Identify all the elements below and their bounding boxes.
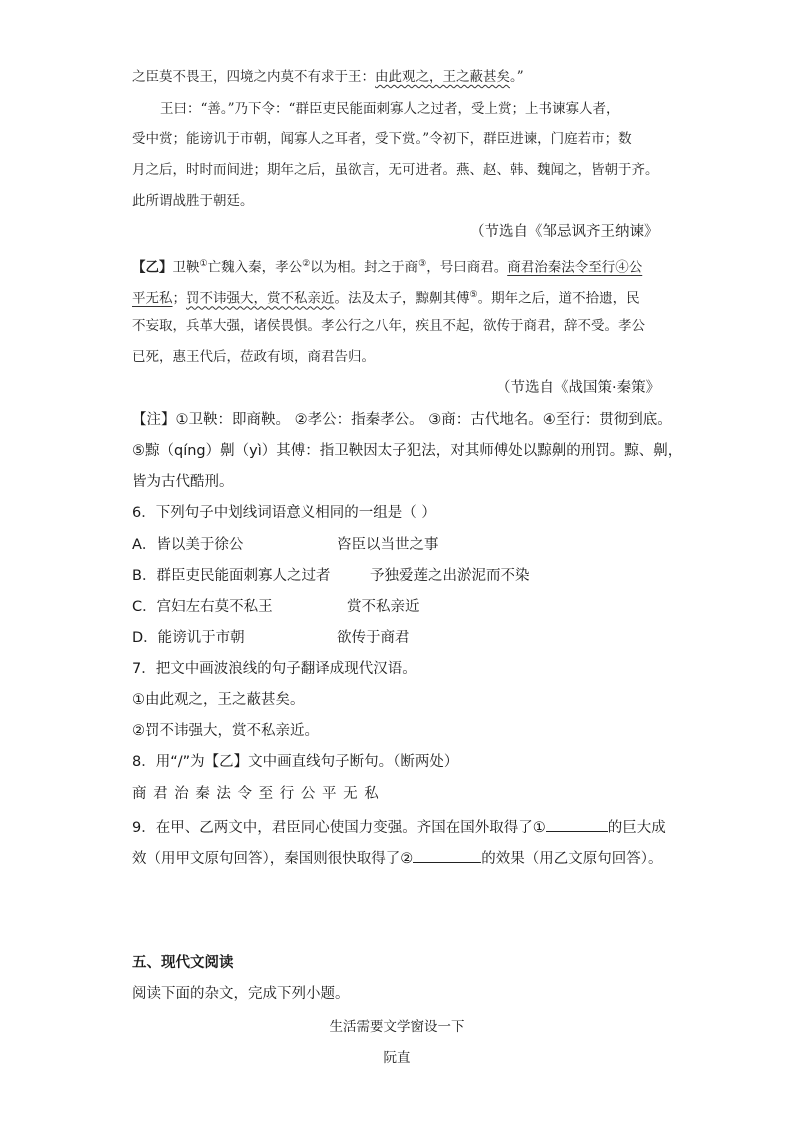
- passage-a-line-1: 之臣莫不畏王，四境之内莫不有求于王：由此观之，王之蔽甚矣。”: [132, 69, 524, 85]
- q6-stem: 6．下列句子中划线词语意义相同的一组是（ ）: [132, 505, 436, 521]
- straight-underlined-sentence: 商君治秦法令至行④公: [507, 259, 643, 276]
- answer-blank-1[interactable]: [546, 815, 608, 832]
- answer-blank-2[interactable]: [413, 846, 481, 863]
- q9-line-1: 9．在甲、乙两文中，君臣同心使国力变强。齐国在国外取得了① 的巨大成: [132, 815, 666, 838]
- article-author: 阮直: [383, 1050, 411, 1066]
- passage-b-source: （节选自《战国策·秦策》: [496, 380, 661, 396]
- q8-characters: 商 君 治 秦 法 令 至 行 公 平 无 私: [132, 786, 380, 802]
- passage-a-line-2: 王曰：“善。”乃下令：“群臣吏民能面刺寡人之过者，受上赏；上书谏寡人者，: [160, 101, 620, 117]
- wavy-underlined-sentence-2: 罚不讳强大，赏不私亲近: [186, 290, 335, 307]
- section-heading: 五、现代文阅读: [132, 955, 234, 971]
- passage-a-line-4: 月之后，时时而间进；期年之后，虽欲言，无可进者。燕、赵、韩、魏闻之，皆朝于齐。: [132, 162, 659, 178]
- passage-a-source: （节选自《邹忌讽齐王纳谏》: [470, 224, 659, 240]
- q6-option-b-right: 予独爱莲之出淤泥而不染: [370, 568, 530, 584]
- notes-line-3: 皆为古代酷刑。: [132, 474, 234, 490]
- article-title: 生活需要文学窗设一下: [329, 1019, 465, 1035]
- passage-a-line-3: 受中赏；能谤讥于市朝，闻寡人之耳者，受下赏。”令初下，群臣进谏，门庭若市；数: [132, 131, 632, 147]
- q7-stem: 7．把文中画波浪线的句子翻译成现代汉语。: [132, 661, 417, 677]
- wavy-underlined-sentence: 由此观之，王之蔽甚矣: [375, 69, 510, 85]
- q6-option-a-right: 咨臣以当世之事: [337, 537, 439, 553]
- notes-line-1: 【注】①卫鞅：即商鞅。 ②孝公：指秦孝公。 ③商：古代地名。④至行：贯彻到底。: [132, 412, 672, 428]
- q6-option-d: D．能谤讥于市朝: [132, 630, 245, 646]
- q7-sentence-1: ①由此观之，王之蔽甚矣。: [132, 692, 305, 708]
- q8-stem: 8．用“/”为【乙】文中画直线句子断句。（断两处）: [132, 754, 459, 770]
- q6-option-c: C．宫妇左右莫不私王: [132, 599, 273, 615]
- passage-b-line-1: 【乙】卫鞅①亡魏入秦，孝公②以为相。封之于商③，号曰商君。商君治秦法令至行④公: [132, 259, 643, 276]
- passage-a-line-5: 此所谓战胜于朝廷。: [132, 193, 254, 209]
- notes-line-2: ⑤黥（qíng）劓（yì）其傅：指卫鞅因太子犯法，对其师傅处以黥劓的刑罚。黥、劓，: [132, 443, 683, 459]
- q6-option-c-right: 赏不私亲近: [347, 599, 420, 615]
- passage-b-line-2: 平无私；罚不讳强大，赏不私亲近。法及太子，黥劓其傅⑤。期年之后，道不拾遗，民: [132, 290, 640, 307]
- q9-line-2: 效（用甲文原句回答），秦国则很快取得了② 的效果（用乙文原句回答）。: [132, 846, 663, 869]
- passage-b-line-4: 已死，惠王代后，莅政有顷，商君告归。: [132, 349, 375, 365]
- q6-option-a: A．皆以美于徐公: [132, 537, 244, 553]
- passage-b-line-3: 不妄取，兵革大强，诸侯畏惧。孝公行之八年，疾且不起，欲传于商君，辞不受。孝公: [132, 318, 645, 334]
- section-instruction: 阅读下面的杂文，完成下列小题。: [132, 986, 350, 1002]
- q6-option-b: B．群臣吏民能面刺寡人之过者: [132, 568, 331, 584]
- q6-option-d-right: 欲传于商君: [337, 630, 410, 646]
- q7-sentence-2: ②罚不讳强大，赏不私亲近。: [132, 723, 319, 739]
